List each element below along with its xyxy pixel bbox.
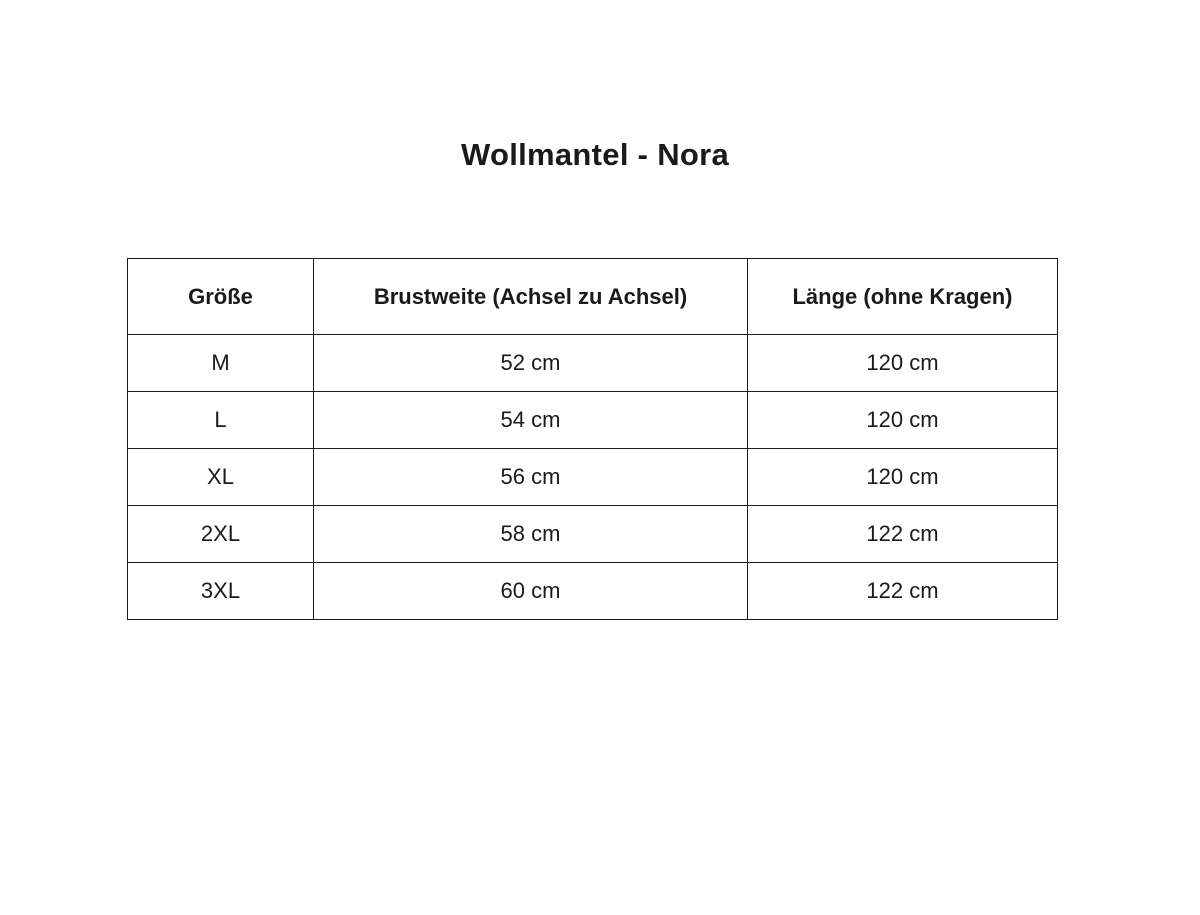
cell-size: M	[128, 335, 314, 392]
cell-chest-width: 56 cm	[314, 449, 748, 506]
cell-chest-width: 60 cm	[314, 563, 748, 620]
cell-chest-width: 52 cm	[314, 335, 748, 392]
header-chest-width: Brustweite (Achsel zu Achsel)	[314, 259, 748, 335]
table-row	[128, 392, 1058, 449]
cell-chest-width: 54 cm	[314, 392, 748, 449]
table-header-row	[128, 259, 1058, 335]
table-row	[128, 563, 1058, 620]
cell-size: 2XL	[128, 506, 314, 563]
cell-size: L	[128, 392, 314, 449]
cell-chest-width: 58 cm	[314, 506, 748, 563]
cell-length: 122 cm	[748, 563, 1058, 620]
table-row	[128, 335, 1058, 392]
table-row	[128, 506, 1058, 563]
cell-length: 120 cm	[748, 335, 1058, 392]
cell-length: 122 cm	[748, 506, 1058, 563]
cell-length: 120 cm	[748, 449, 1058, 506]
cell-size: XL	[128, 449, 314, 506]
cell-size: 3XL	[128, 563, 314, 620]
header-length: Länge (ohne Kragen)	[748, 259, 1058, 335]
table-row	[128, 449, 1058, 506]
size-table	[127, 258, 1058, 620]
cell-length: 120 cm	[748, 392, 1058, 449]
header-size: Größe	[128, 259, 314, 335]
page-title: Wollmantel - Nora	[460, 137, 730, 172]
